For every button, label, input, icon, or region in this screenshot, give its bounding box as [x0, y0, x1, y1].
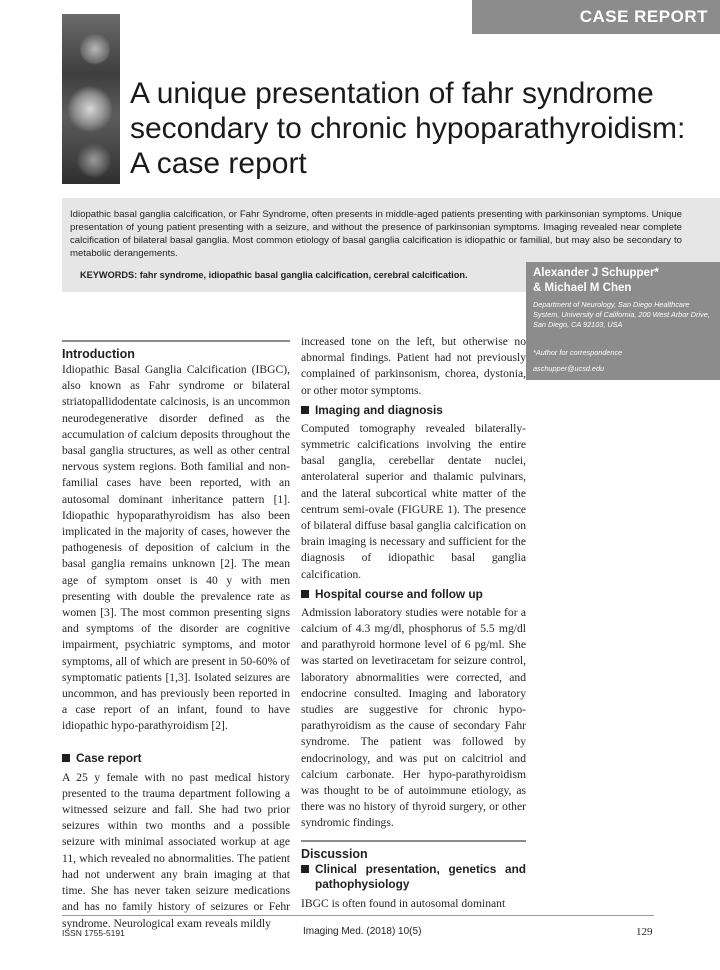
section-rule	[301, 840, 526, 842]
author-affiliation: Department of Neurology, San Diego Healthcare System, University of California, 200 West Arbor Drive, San Diego, CA 92103, USA	[533, 300, 710, 329]
introduction-text: Idiopathic Basal Ganglia Calcification (IBGC), also known as Fahr syndrome or bilateral striatopallidodentate calcinosis, is an uncommon neurodegenerative disorder defined as the accumulation of calcium deposits throughout the basal ganglia structures, as well as other central nervous system regions. Both familial and non-familial cases have been reported, with an autosomal dominant inheritance pattern [1]. Idiopathic hypoparathyroidism has also been implicated in the majority of cases, however the pathogenesis of deposition of calcium in the basal ganglia remains unknown [2]. The mean age of symptom onset is 40 y with men presenting with double the prevalence rate as women [3]. The most common presenting signs and symptoms of the disorder are cognitive impairment, psychiatric symptoms, and motor symptoms, all of which are present in 50-60% of symptomatic patients [1,3]. Isolated seizures are uncommon, and has previously been reported in a case report of an infant, found to have idiopathic hypo-parathyroidism [2].	[62, 363, 290, 733]
author-line-1: Alexander J Schupper*	[533, 267, 659, 279]
section-heading-imaging	[301, 403, 526, 418]
footer-journal: Imaging Med. (2018) 10(5)	[303, 926, 422, 937]
column-left	[62, 340, 290, 932]
case-report-heading-label: Case report	[76, 750, 142, 765]
bullet-square-icon	[301, 590, 309, 598]
bullet-square-icon	[301, 865, 309, 873]
author-email: aschupper@ucsd.edu	[533, 364, 605, 373]
section-heading-discussion: Discussion	[301, 846, 368, 861]
hospital-heading-label: Hospital course and follow up	[315, 586, 483, 601]
imaging-text: Computed tomography revealed bilaterally-symmetric calcifications involving the entire basal ganglia, cerebellar dentate nuclei, anterolateral superior and thalamic pulvinars, and the lateral subcortical white matter of the centrum semi-ovale (FIGURE 1). The presence of bilateral diffuse basal ganglia calcification on brain imaging is necessary and sufficient for the diagnosis of idiopathic basal ganglia calcification.	[301, 421, 526, 581]
bullet-square-icon	[62, 754, 70, 762]
discussion-text: IBGC is often found in autosomal dominant	[301, 896, 506, 910]
cover-illustration	[62, 14, 120, 184]
author-line-2: & Michael M Chen	[533, 282, 632, 294]
section-heading-case-report	[62, 751, 290, 766]
abstract-text: Idiopathic basal ganglia calcification, or Fahr Syndrome, often presents in middle-aged patients presenting with parkinsonian symptoms. Unique presentation of young patient presenting with a seizure, and without the presence of parkinsonian symptoms. Imaging revealed near complete calcification of bilateral basal ganglia. Most common etiology of basal ganglia calcification is idiopathic or familial, but may also be secondary to metabolic derangements.	[70, 209, 682, 259]
footer-rule	[62, 915, 654, 916]
section-heading-introduction: Introduction	[62, 347, 135, 361]
section-heading-hospital-course	[301, 587, 526, 602]
imaging-heading-label: Imaging and diagnosis	[315, 402, 443, 417]
author-box	[526, 262, 720, 380]
column-right	[301, 334, 526, 912]
case-report-continued-text: increased tone on the left, but otherwise no abnormal findings. Patient had not previously complained of parkinsonism, chorea, dystonia, or other motor symptoms.	[301, 335, 526, 397]
section-rule	[62, 340, 290, 342]
subsection-heading-clinical	[301, 862, 526, 892]
article-type-label: CASE REPORT	[579, 7, 708, 26]
correspondence-note: *Author for correspondence	[533, 348, 623, 357]
page-number: 129	[636, 926, 653, 938]
bullet-square-icon	[301, 406, 309, 414]
hospital-course-text: Admission laboratory studies were notable for a calcium of 4.3 mg/dl, phosphorus of 5.5 mg/dl and parathyroid hormone level of 6 pg/ml. She was started on levetiracetam for seizure control, laboratory abnormalities were corrected, and endocrine consulted. Imaging and laboratory studies are suggestive for chronic hypo-parathyroidism as the cause of secondary Fahr syndrome. The patient was followed by endocrinology, and was put on calcitriol and calcium carbonate. Her hypo-parathyroidism was thought to be of autoimmune etiology, as there was no history of thyroid surgery, or other syndromic findings.	[301, 605, 526, 830]
case-report-text: A 25 y female with no past medical history presented to the trauma department following a witnessed seizure and fall. She had two prior seizures within two months and a possible seizure with minimal associated workup at age 11, which revealed no abnormalities. The patient had not underwent any brain imaging at that time. She has never taken seizure medications and has no family history of seizures or Fehr syndrome. Neurological exam reveals mildly	[62, 770, 290, 930]
author-names	[533, 266, 659, 296]
article-title: A unique presentation of fahr syndrome secondary to chronic hypoparathyroidism: A case report	[130, 77, 686, 180]
clinical-heading-label: Clinical presentation, genetics and pathophysiology	[315, 861, 526, 891]
article-type-tag	[472, 0, 720, 34]
footer-issn: ISSN 1755-5191	[62, 928, 125, 938]
keywords: KEYWORDS: fahr syndrome, idiopathic basal ganglia calcification, cerebral calcification.	[80, 270, 468, 280]
